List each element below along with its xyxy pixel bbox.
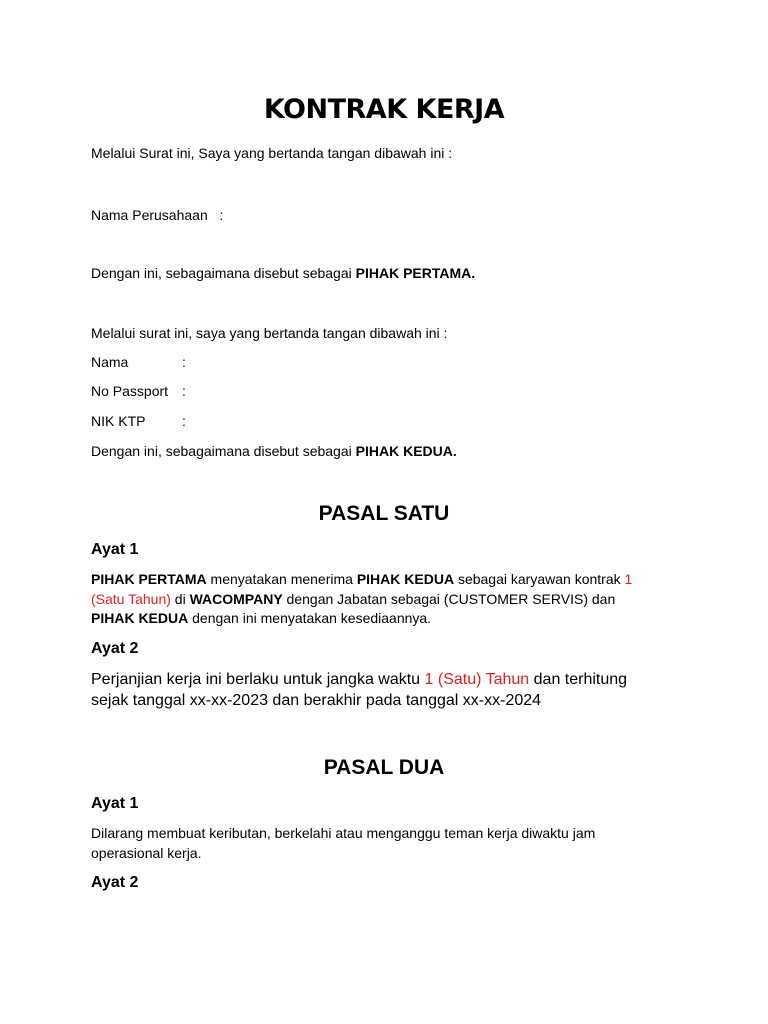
highlight-text: 1 xyxy=(624,571,633,587)
first-party-name: PIHAK PERTAMA. xyxy=(355,265,476,281)
field-colon: : xyxy=(182,413,186,429)
second-party-statement xyxy=(91,443,457,459)
intro-second-party: Melalui surat ini, saya yang bertanda tangan dibawah ini : xyxy=(91,325,448,341)
pasal-1-ayat-1-line-3 xyxy=(91,610,431,626)
text-run: dengan Jabatan sebagai (CUSTOMER SERVIS) dan xyxy=(282,591,616,607)
highlight-text: (Satu Tahun) xyxy=(91,591,171,607)
company-colon: : xyxy=(219,207,224,223)
text-run: WACOMPANY xyxy=(189,591,283,607)
pasal-1-ayat-2-line-1 xyxy=(91,671,627,689)
company-label: Nama Perusahaan xyxy=(91,207,208,223)
document-title: KONTRAK KERJA xyxy=(263,94,505,125)
text-run: di xyxy=(170,591,190,607)
pasal-2-ayat-1-heading: Ayat 1 xyxy=(91,795,139,812)
field-no-passport xyxy=(91,383,186,399)
company-field xyxy=(91,207,223,223)
text-run: Perjanjian kerja ini berlaku untuk jangka waktu xyxy=(91,671,425,688)
pasal-2-ayat-1-line-1: Dilarang membuat keributan, berkelahi atau menganggu teman kerja diwaktu jam xyxy=(91,825,596,841)
pasal-satu-heading: PASAL SATU xyxy=(318,502,450,525)
text-run: menyatakan menerima xyxy=(206,571,357,587)
first-party-prefix: Dengan ini, sebagaimana disebut sebagai xyxy=(91,265,356,281)
pasal-1-ayat-2-heading: Ayat 2 xyxy=(91,640,139,657)
pasal-2-ayat-2-heading: Ayat 2 xyxy=(91,874,139,891)
pasal-2-ayat-1-line-2: operasional kerja. xyxy=(91,845,202,861)
pasal-1-ayat-1-line-1 xyxy=(91,571,632,587)
field-nama xyxy=(91,354,186,370)
pasal-1-ayat-2-line-2: sejak tanggal xx-xx-2023 dan berakhir pada tanggal xx-xx-2024 xyxy=(91,692,542,709)
field-colon: : xyxy=(182,383,186,399)
field-nik-ktp xyxy=(91,413,186,429)
text-run: dengan ini menyatakan kesediaannya. xyxy=(188,610,432,626)
second-party-name: PIHAK KEDUA. xyxy=(355,443,457,459)
second-party-prefix: Dengan ini, sebagaimana disebut sebagai xyxy=(91,443,356,459)
pasal-1-ayat-1-heading: Ayat 1 xyxy=(91,541,139,558)
pasal-dua-heading: PASAL DUA xyxy=(323,756,445,779)
text-run: PIHAK KEDUA xyxy=(356,571,455,587)
text-run: PIHAK KEDUA xyxy=(91,610,189,626)
intro-first-party: Melalui Surat ini, Saya yang bertanda tangan dibawah ini : xyxy=(91,145,453,161)
field-label: No Passport xyxy=(91,383,169,399)
highlight-text: 1 (Satu) Tahun xyxy=(424,671,530,688)
field-colon: : xyxy=(182,354,186,370)
text-run: dan terhitung xyxy=(529,671,628,688)
field-label: NIK KTP xyxy=(91,413,146,429)
pasal-1-ayat-1-line-2 xyxy=(91,591,615,607)
field-label: Nama xyxy=(91,354,129,370)
text-run: PIHAK PERTAMA xyxy=(91,571,207,587)
first-party-statement xyxy=(91,265,475,281)
text-run: sebagai karyawan kontrak xyxy=(454,571,625,587)
